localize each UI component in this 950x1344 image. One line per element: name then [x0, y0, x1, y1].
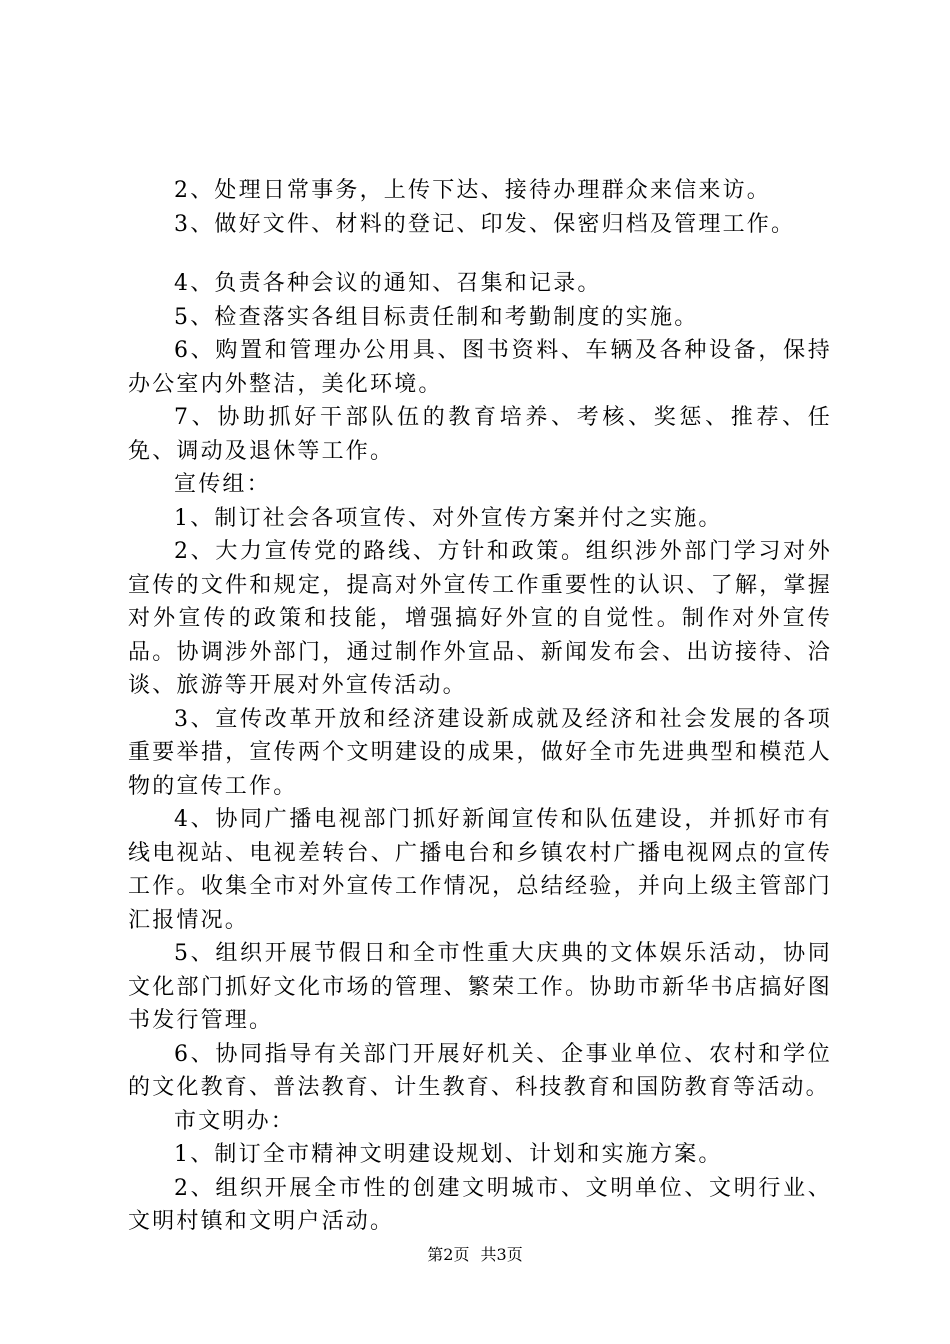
paragraph: 6、协同指导有关部门开展好机关、企事业单位、农村和学位的文化教育、普法教育、计生教育、科技教育和国防教育等活动。 — [128, 1041, 832, 1100]
paragraph: 1、制订社会各项宣传、对外宣传方案并付之实施。 — [174, 505, 723, 531]
section-heading: 宣传组： — [174, 472, 271, 497]
paragraph: 4、负责各种会议的通知、召集和记录。 — [174, 271, 602, 296]
paragraph: 5、组织开展节假日和全市性重大庆典的文体娱乐活动，协同文化部门抓好文化市场的管理、繁荣工作。协助市新华书店搞好图书发行管理。 — [128, 941, 832, 1033]
paragraph: 3、宣传改革开放和经济建设新成就及经济和社会发展的各项重要举措，宣传两个文明建设的成果，做好全市先进典型和模范人物的宣传工作。 — [128, 706, 832, 799]
paragraph: 6、购置和管理办公用具、图书资料、车辆及各种设备，保持办公室内外整洁，美化环境。 — [128, 338, 832, 397]
paragraph: 1、制订全市精神文明建设规划、计划和实施方案。 — [174, 1142, 723, 1167]
page-total: 共3页 — [480, 1245, 523, 1264]
paragraph: 7、协助抓好干部队伍的教育培养、考核、奖惩、推荐、任免、调动及退休等工作。 — [128, 405, 832, 464]
paragraph: 2、大力宣传党的路线、方针和政策。组织涉外部门学习对外宣传的文件和规定，提高对外宣传工作重要性的认识、了解，掌握对外宣传的政策和技能，增强搞好外宣的自觉性。制作对外宣传品。协调涉外部门，通过制作外宣品、新闻发布会、出访接待、洽谈、旅游等开展对外宣传活动。 — [128, 539, 832, 698]
document-body — [128, 174, 832, 1239]
paragraph: 4、协同广播电视部门抓好新闻宣传和队伍建设，并抓好市有线电视站、电视差转台、广播电台和乡镇农村广播电视网点的宣传工作。收集全市对外宣传工作情况，总结经验，并向上级主管部门汇报情况。 — [128, 807, 832, 933]
paragraph: 2、组织开展全市性的创建文明城市、文明单位、文明行业、文明村镇和文明户活动。 — [128, 1175, 832, 1234]
paragraph: 2、处理日常事务，上传下达、接待办理群众来信来访。 — [174, 178, 771, 203]
paragraph: 5、检查落实各组目标责任制和考勤制度的实施。 — [174, 304, 699, 330]
paragraph: 3、做好文件、材料的登记、印发、保密归档及管理工作。 — [174, 211, 796, 237]
page-footer — [0, 1245, 950, 1265]
page-number: 第2页 — [427, 1245, 470, 1264]
section-heading: 市文明办： — [174, 1108, 296, 1134]
